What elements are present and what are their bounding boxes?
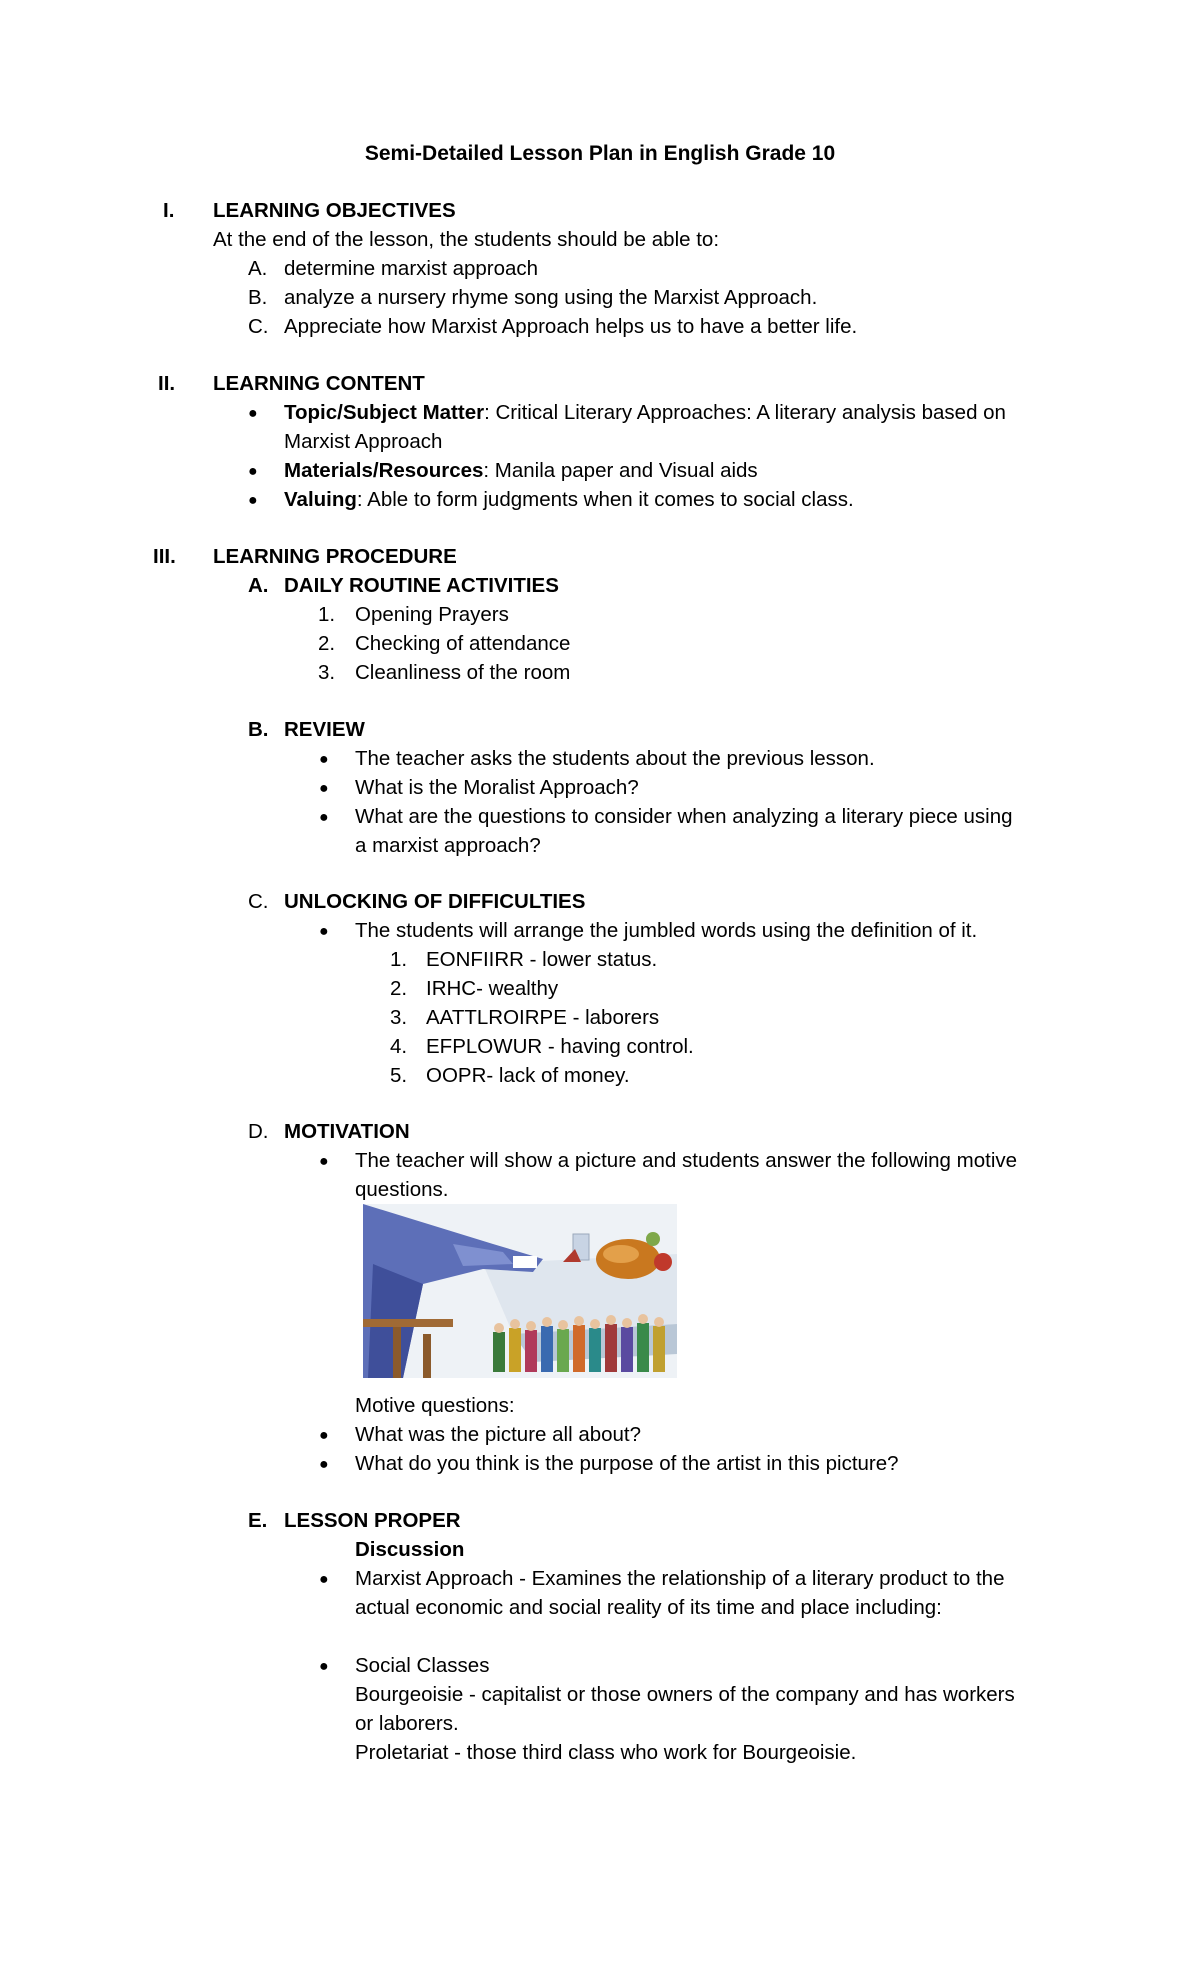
- bullet-icon: ●: [319, 780, 329, 797]
- objective-item: Appreciate how Marxist Approach helps us to have a better life.: [284, 315, 858, 338]
- definition-line: or laborers.: [355, 1712, 459, 1735]
- section-heading: LEARNING OBJECTIVES: [213, 199, 456, 222]
- section-numeral: III.: [153, 545, 176, 568]
- bullet-icon: ●: [319, 1658, 329, 1675]
- jumbled-word: IRHC- wealthy: [426, 977, 559, 1000]
- subsection-heading: MOTIVATION: [284, 1120, 410, 1143]
- subsection-heading: DAILY ROUTINE ACTIVITIES: [284, 574, 559, 597]
- list-item: The teacher asks the students about the previous lesson.: [355, 747, 875, 770]
- list-item: The students will arrange the jumbled words using the definition of it.: [355, 919, 978, 942]
- list-item: Valuing: Able to form judgments when it comes to social class.: [284, 488, 854, 511]
- subsection-marker: A.: [248, 574, 269, 597]
- jumbled-word: EONFIIRR - lower status.: [426, 948, 658, 971]
- subsection-heading: LESSON PROPER: [284, 1509, 461, 1532]
- list-marker: 1.: [390, 948, 408, 971]
- section-heading: LEARNING CONTENT: [213, 372, 425, 395]
- list-item: Opening Prayers: [355, 603, 509, 626]
- section-numeral: I.: [163, 199, 175, 222]
- list-marker: 3.: [318, 661, 336, 684]
- subsection-marker: D.: [248, 1120, 269, 1143]
- list-marker: B.: [248, 286, 268, 309]
- motive-questions-label: Motive questions:: [355, 1394, 515, 1417]
- list-marker: A.: [248, 257, 268, 280]
- discussion-heading: Discussion: [355, 1538, 465, 1561]
- section-heading: LEARNING PROCEDURE: [213, 545, 457, 568]
- objectives-intro: At the end of the lesson, the students should be able to:: [213, 228, 720, 251]
- bullet-icon: ●: [319, 1153, 329, 1170]
- list-item: What do you think is the purpose of the artist in this picture?: [355, 1452, 899, 1475]
- definition-line: Bourgeoisie - capitalist or those owners of the company and has workers: [355, 1683, 1015, 1706]
- subsection-heading: UNLOCKING OF DIFFICULTIES: [284, 890, 586, 913]
- subsection-heading: REVIEW: [284, 718, 365, 741]
- list-item: What is the Moralist Approach?: [355, 776, 639, 799]
- list-item: Marxist Approach - Examines the relationship of a literary product to the: [355, 1567, 1005, 1590]
- list-item-continuation: a marxist approach?: [355, 834, 541, 857]
- motivation-illustration: [363, 1204, 677, 1378]
- jumbled-word: EFPLOWUR - having control.: [426, 1035, 694, 1058]
- list-item: Topic/Subject Matter: Critical Literary Approaches: A literary analysis based on: [284, 401, 1006, 424]
- list-item-continuation: Marxist Approach: [284, 430, 443, 453]
- list-marker: C.: [248, 315, 269, 338]
- bullet-icon: ●: [319, 1456, 329, 1473]
- list-marker: 3.: [390, 1006, 408, 1029]
- jumbled-word: AATTLROIRPE - laborers: [426, 1006, 660, 1029]
- bullet-icon: ●: [248, 463, 258, 480]
- list-marker: 2.: [318, 632, 336, 655]
- bullet-icon: ●: [319, 1571, 329, 1588]
- bullet-icon: ●: [319, 809, 329, 826]
- section-numeral: II.: [158, 372, 176, 395]
- objective-item: determine marxist approach: [284, 257, 539, 280]
- definition-line: Proletariat - those third class who work for Bourgeoisie.: [355, 1741, 857, 1764]
- list-item: Checking of attendance: [355, 632, 571, 655]
- list-item: What was the picture all about?: [355, 1423, 642, 1446]
- list-item: What are the questions to consider when analyzing a literary piece using: [355, 805, 1013, 828]
- bullet-icon: ●: [248, 405, 258, 422]
- jumbled-word: OOPR- lack of money.: [426, 1064, 630, 1087]
- list-item-continuation: questions.: [355, 1178, 449, 1201]
- list-item: Social Classes: [355, 1654, 490, 1677]
- list-marker: 2.: [390, 977, 408, 1000]
- document-title: Semi-Detailed Lesson Plan in English Grade 10: [364, 142, 836, 165]
- bullet-icon: ●: [319, 751, 329, 768]
- subsection-marker: C.: [248, 890, 269, 913]
- subsection-marker: B.: [248, 718, 269, 741]
- list-marker: 5.: [390, 1064, 408, 1087]
- objective-item: analyze a nursery rhyme song using the Marxist Approach.: [284, 286, 818, 309]
- bullet-icon: ●: [319, 923, 329, 940]
- list-item: The teacher will show a picture and students answer the following motive: [355, 1149, 1018, 1172]
- list-item-continuation: actual economic and social reality of its time and place including:: [355, 1596, 942, 1619]
- bullet-icon: ●: [248, 492, 258, 509]
- motivation-picture: [363, 1204, 677, 1378]
- list-item: Materials/Resources: Manila paper and Visual aids: [284, 459, 758, 482]
- bullet-icon: ●: [319, 1427, 329, 1444]
- list-marker: 1.: [318, 603, 336, 626]
- list-item: Cleanliness of the room: [355, 661, 571, 684]
- subsection-marker: E.: [248, 1509, 268, 1532]
- list-marker: 4.: [390, 1035, 408, 1058]
